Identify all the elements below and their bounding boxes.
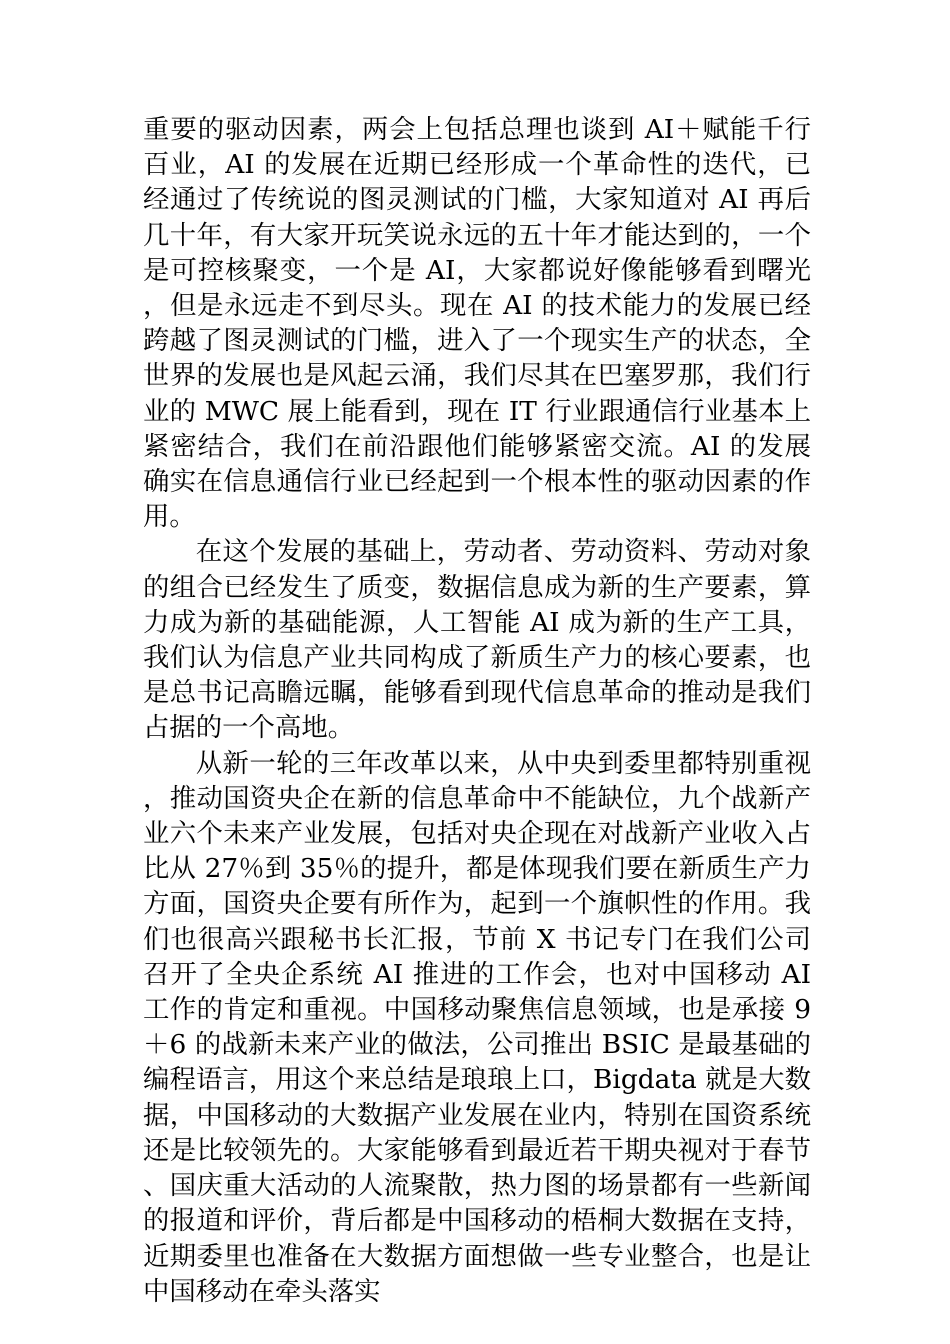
paragraph: 重要的驱动因素，两会上包括总理也谈到 AI＋赋能千行百业，AI 的发展在近期已经形成一个革命性的迭代，已经通过了传统说的图灵测试的门槛，大家知道对 AI 再后几十年，有大家开玩笑说永远的五十年才能达到的，一个是可控核聚变，一个是 AI，大家都说好像能够看到曙光，但是永远走不到尽头。现在 AI 的技术能力的发展已经跨越了图灵测试的门槛，进入了一个现实生产的状态，全世界的发展也是风起云涌，我们尽其在巴塞罗那，我们行业的 MWC 展上能看到，现在 IT 行业跟通信行业基本上紧密结合，我们在前沿跟他们能够紧密交流。AI 的发展确实在信息通信行业已经起到一个根本性的驱动因素的作用。 — [143, 114, 811, 533]
document-body — [143, 112, 811, 1309]
paragraph: 从新一轮的三年改革以来，从中央到委里都特别重视，推动国资央企在新的信息革命中不能缺位，九个战新产业六个未来产业发展，包括对央企现在对战新产业收入占比从 27％到 35％的提升，都是体现我们要在新质生产力方面，国资央企要有所作为，起到一个旗帜性的作用。我们也很高兴跟秘书长汇报，节前 X 书记专门在我们公司召开了全央企系统 AI 推进的工作会，也对中国移动 AI 工作的肯定和重视。中国移动聚焦信息领域，也是承接 9＋6 的战新未来产业的做法，公司推出 BSIC 是最基础的编程语言，用这个来总结是琅琅上口，Bigdata 就是大数据，中国移动的大数据产业发展在业内，特别在国资系统还是比较领先的。大家能够看到最近若干期央视对于春节、国庆重大活动的人流聚散，热力图的场景都有一些新闻的报道和评价，背后都是中国移动的梧桐大数据在支持，近期委里也准备在大数据方面想做一些专业整合，也是让中国移动在牵头落实 — [143, 747, 811, 1307]
paragraph: 在这个发展的基础上，劳动者、劳动资料、劳动对象的组合已经发生了质变，数据信息成为新的生产要素，算力成为新的基础能源，人工智能 AI 成为新的生产工具，我们认为信息产业共同构成了新质生产力的核心要素，也是总书记高瞻远瞩，能够看到现代信息革命的推动是我们占据的一个高地。 — [143, 536, 811, 744]
